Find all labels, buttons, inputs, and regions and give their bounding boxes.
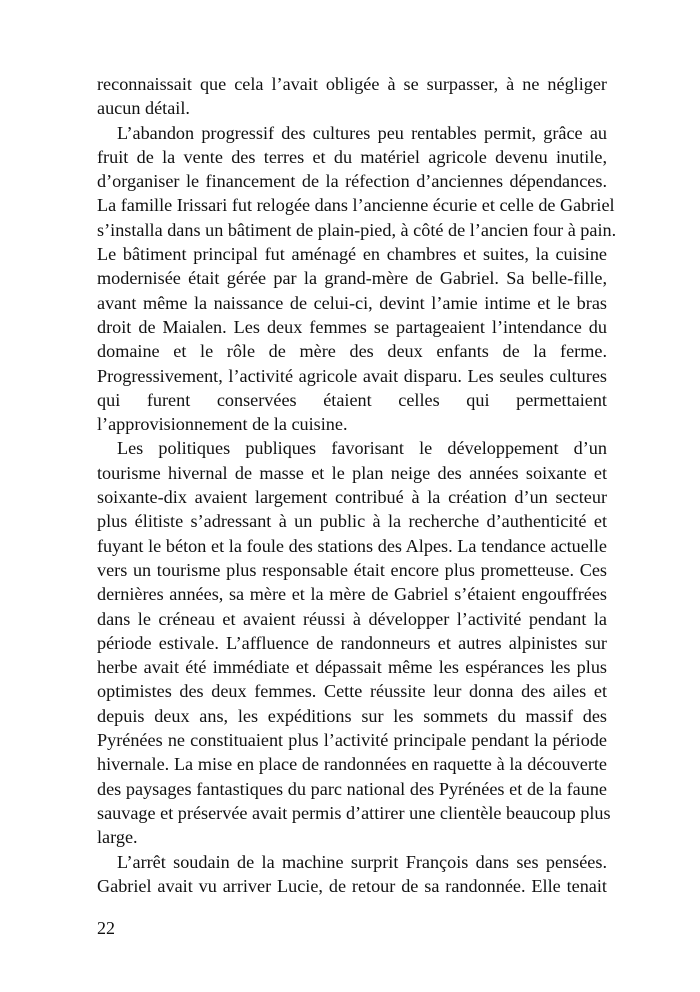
text-line: hivernale. La mise en place de randonnées en raquette à la découverte [97, 754, 607, 775]
text-line: modernisée était gérée par la grand-mère de Gabriel. Sa belle-fille, [97, 268, 607, 289]
text-line: Les politiques publiques favorisant le développement d’un [117, 438, 607, 459]
text-line: reconnaissait que cela l’avait obligée à se surpasser, à ne négliger [97, 74, 607, 94]
text-line: sauvage et préservée avait permis d’attirer une clientèle beaucoup plus [97, 802, 611, 823]
text-line: Le bâtiment principal fut aménagé en chambres et suites, la cuisine [97, 244, 607, 265]
text-line: dernières années, sa mère et la mère de Gabriel s’étaient engouffrées [97, 584, 607, 605]
text-line: Pyrénées ne constituaient plus l’activité principale pendant la période [97, 730, 607, 751]
text-line: fuyant le béton et la foule des stations des Alpes. La tendance actuelle [97, 535, 607, 556]
text-line: optimistes des deux femmes. Cette réussite leur donna des ailes et [97, 681, 607, 702]
text-line: large. [97, 827, 138, 848]
text-line: depuis deux ans, les expéditions sur les sommets du massif des [97, 705, 607, 726]
text-line: aucun détail. [97, 98, 190, 119]
page-number: 22 [97, 918, 115, 938]
text-line: des paysages fantastiques du parc national des Pyrénées et de la faune [97, 778, 607, 799]
text-line: s’installa dans un bâtiment de plain-pied, à côté de l’ancien four à pain. [97, 219, 617, 240]
text-line: tourisme hivernal de masse et le plan neige des années soixante et [97, 462, 607, 483]
text-line: fruit de la vente des terres et du matériel agricole devenu inutile, [97, 146, 607, 167]
body-text [97, 72, 617, 898]
text-line: La famille Irissari fut relogée dans l’ancienne écurie et celle de Gabriel [97, 195, 615, 216]
text-line: L’arrêt soudain de la machine surprit François dans ses pensées. [117, 851, 607, 872]
text-line: plus élitiste s’adressant à un public à la recherche d’authenticité et [97, 511, 607, 532]
text-line: l’approvisionnement de la cuisine. [97, 414, 348, 435]
text-line: vers un tourisme plus responsable était encore plus prometteuse. Ces [97, 559, 607, 580]
text-line: Gabriel avait vu arriver Lucie, de retour de sa randonnée. Elle tenait [97, 875, 607, 896]
text-line: domaine et le rôle de mère des deux enfants de la ferme. [97, 341, 607, 362]
text-line: d’organiser le financement de la réfection d’anciennes dépendances. [97, 171, 607, 192]
text-line: Progressivement, l’activité agricole avait disparu. Les seules cultures [97, 365, 607, 386]
text-line: avant même la naissance de celui-ci, devint l’amie intime et le bras [97, 292, 607, 313]
text-line: droit de Maialen. Les deux femmes se partageaient l’intendance du [97, 316, 607, 337]
text-line: herbe avait été immédiate et dépassait même les espérances les plus [97, 657, 607, 678]
text-line: qui furent conservées étaient celles qui permettaient [97, 389, 607, 410]
text-line: période estivale. L’affluence de randonneurs et autres alpinistes sur [97, 632, 607, 653]
text-line: L’abandon progressif des cultures peu rentables permit, grâce au [117, 122, 607, 143]
text-line: dans le créneau et avaient réussi à développer l’activité pendant la [97, 608, 607, 629]
text-line: soixante-dix avaient largement contribué à la création d’un secteur [97, 487, 607, 508]
